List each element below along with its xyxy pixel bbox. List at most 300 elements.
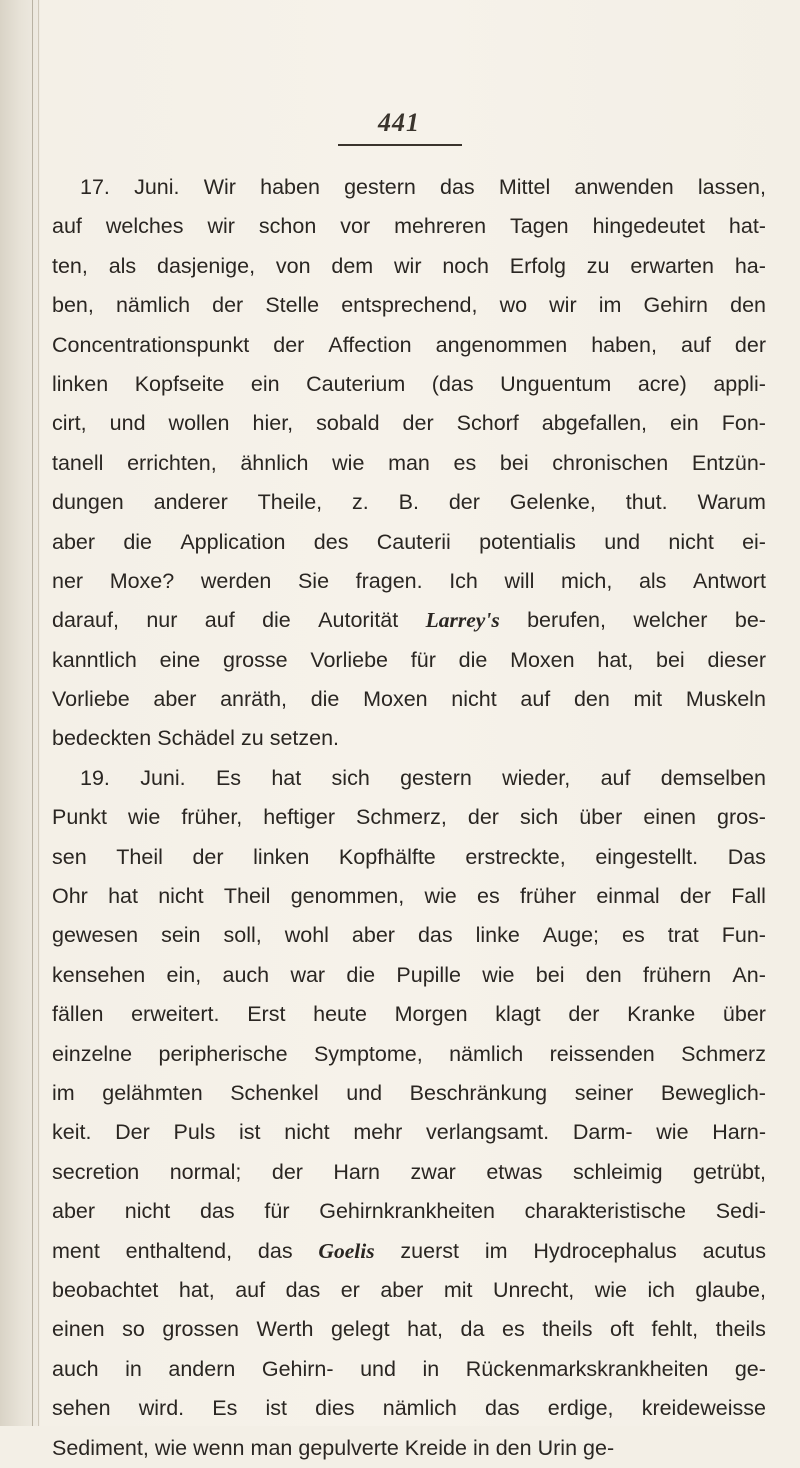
word: Kopfseite (134, 371, 225, 396)
word: über (579, 805, 623, 830)
word: bei (655, 647, 685, 672)
word: Moxen (363, 687, 428, 712)
word: es (502, 1317, 525, 1342)
word: be- (734, 608, 766, 633)
word: ge- (734, 1356, 766, 1381)
text-line (52, 247, 766, 286)
word: Moxen (510, 647, 575, 672)
word: war (290, 962, 326, 987)
word: zu (586, 253, 610, 278)
word: zuerst (400, 1238, 459, 1263)
word: mehreren (394, 214, 487, 239)
word: Rückenmarkskrankheiten (465, 1356, 709, 1381)
word: sich (520, 805, 559, 830)
word: nämlich (449, 1041, 524, 1066)
word: hat- (728, 214, 766, 239)
word: schon (258, 214, 317, 239)
word: Urin (537, 1435, 578, 1460)
word: auch (222, 962, 270, 987)
word: klagt (495, 1002, 541, 1027)
word: früher, (181, 805, 243, 830)
word: zwar (410, 1159, 456, 1184)
text-line (52, 444, 766, 483)
word: grosse (223, 647, 288, 672)
word: heute (313, 1002, 367, 1027)
word: Das (727, 844, 766, 869)
word: ähnlich (240, 450, 309, 475)
body-text (52, 168, 766, 1468)
word: anwenden (574, 175, 674, 199)
word: einzelne (52, 1041, 133, 1066)
word: genommen, (290, 884, 405, 909)
word: nur (146, 608, 178, 633)
word: das (199, 1199, 235, 1224)
word: für (264, 1199, 290, 1224)
text-line (52, 838, 766, 877)
word: hat (271, 765, 302, 790)
word: einen (643, 805, 696, 830)
text-line (52, 1113, 766, 1152)
word: dasjenige, (157, 253, 256, 278)
word: auf (600, 765, 631, 790)
word: Goelis (318, 1238, 375, 1263)
word: wenn (193, 1435, 245, 1460)
word: angenommen (435, 332, 568, 357)
text-line (52, 719, 766, 758)
text-line (52, 326, 766, 365)
word: wird. (138, 1396, 185, 1421)
word: lassen, (697, 175, 766, 199)
word: noch (442, 253, 489, 278)
word: haben, (591, 332, 657, 357)
word: es (453, 450, 477, 475)
word: Antwort (693, 568, 766, 593)
word: bedeckten (52, 726, 152, 751)
word: nicht (284, 1120, 330, 1145)
word: sich (331, 765, 370, 790)
word: wie (594, 1277, 627, 1302)
word: Application (180, 529, 286, 554)
word: man (388, 450, 430, 475)
word: Entzün- (691, 450, 766, 475)
word: thut. (625, 490, 668, 515)
word: der (212, 293, 244, 318)
word: dieser (707, 647, 766, 672)
word: die (458, 647, 488, 672)
word: Gelenke, (509, 490, 596, 515)
word: Unguentum (500, 371, 612, 396)
word: wollen (168, 411, 230, 436)
word: soll, (223, 923, 262, 948)
word: haben (260, 175, 320, 199)
word: wieder, (502, 765, 571, 790)
word: des (313, 529, 349, 554)
word: reissenden (549, 1041, 655, 1066)
text-line (52, 1310, 766, 1349)
text-line (52, 798, 766, 837)
text-line (52, 207, 766, 246)
word: seiner (574, 1080, 634, 1105)
word: Beschränkung (409, 1080, 548, 1105)
text-line (52, 1389, 766, 1428)
word: nicht (451, 687, 497, 712)
text-line (52, 995, 766, 1034)
word: der (467, 805, 499, 830)
word: An- (732, 962, 766, 987)
word: in (125, 1356, 142, 1381)
word: anräth, (220, 687, 288, 712)
word: acutus (702, 1238, 766, 1263)
word: Erst (247, 1002, 286, 1027)
word: verlangsamt. (426, 1120, 550, 1145)
word: aber (52, 1199, 96, 1224)
text-line (52, 1350, 766, 1389)
gutter-fold-line (32, 0, 33, 1426)
word: mit (633, 687, 663, 712)
word: die (262, 608, 291, 633)
word: grossen (162, 1317, 239, 1342)
word: Wir (203, 175, 236, 199)
word: ge- (583, 1435, 615, 1460)
word: fehlt, (651, 1317, 699, 1342)
word: einen (52, 1317, 105, 1342)
word: auf (235, 1277, 266, 1302)
word: dies (315, 1396, 355, 1421)
word: die (123, 529, 153, 554)
word: Schmerz (681, 1041, 766, 1066)
word: aber (52, 529, 96, 554)
word: Schädel (157, 726, 235, 751)
word: Vorliebe (310, 647, 389, 672)
text-line (52, 680, 766, 719)
word: und (360, 1356, 396, 1381)
word: wie (482, 962, 515, 987)
word: der (734, 332, 766, 357)
word: ha- (734, 253, 766, 278)
word: früher (519, 884, 577, 909)
word: das (484, 1396, 520, 1421)
word: darauf, (52, 608, 119, 633)
word: nicht (158, 884, 204, 909)
word: den (730, 293, 766, 318)
word: sobald (316, 411, 380, 436)
word: die (310, 687, 340, 712)
word: nämlich (382, 1396, 457, 1421)
text-line (52, 483, 766, 522)
word: der (192, 844, 224, 869)
word: wo (499, 293, 528, 318)
page-gutter (0, 0, 40, 1426)
word: theils (715, 1317, 766, 1342)
word: auf (204, 608, 235, 633)
word: Theil (223, 884, 271, 909)
word: B. (398, 490, 419, 515)
word: linke (475, 923, 520, 948)
word: Moxe? (109, 568, 175, 593)
word: ein, (166, 962, 202, 987)
word: ben, (52, 293, 94, 318)
word: mehr (353, 1120, 403, 1145)
word: nicht (124, 1199, 171, 1224)
word: mit (443, 1277, 473, 1302)
word: und (604, 529, 641, 554)
word: Es (212, 1396, 238, 1421)
word: aber (153, 687, 197, 712)
word: zu (240, 726, 264, 751)
word: theils (542, 1317, 593, 1342)
word: kanntlich (52, 647, 137, 672)
word: welches (105, 214, 184, 239)
word: Mittel (498, 175, 551, 199)
word: hat (108, 884, 138, 909)
word: sein (161, 923, 201, 948)
word: dem (331, 253, 374, 278)
word: Schmerz, (356, 805, 447, 830)
word: einmal (596, 884, 660, 909)
word: mich, (560, 568, 613, 593)
word: gestern (400, 765, 472, 790)
word: man (250, 1435, 293, 1460)
text-line (52, 1035, 766, 1074)
word: den (495, 1435, 532, 1460)
word: Hydrocephalus (533, 1238, 677, 1263)
word: Affection (328, 332, 412, 357)
word: der (679, 884, 711, 909)
word: linken (253, 844, 310, 869)
word: Schenkel (230, 1080, 319, 1105)
word: im (52, 1080, 75, 1105)
word: Symptome, (313, 1041, 423, 1066)
word: das (285, 1277, 321, 1302)
word: enthaltend, (125, 1238, 233, 1263)
word: peripherische (158, 1041, 288, 1066)
word: (das (431, 371, 474, 396)
word: secretion (52, 1159, 140, 1184)
word: sehen (52, 1396, 111, 1421)
word: bei (499, 450, 529, 475)
word: oft (610, 1317, 634, 1342)
word: fragen. (355, 568, 423, 593)
word: Muskeln (685, 687, 766, 712)
page-number-rule (338, 144, 462, 146)
word: berufen, (527, 608, 606, 633)
word: normal; (169, 1159, 242, 1184)
word: cirt, (52, 411, 87, 436)
text-line (52, 877, 766, 916)
word: vor (340, 214, 371, 239)
word: Sediment, (52, 1435, 149, 1460)
word: der (568, 1002, 600, 1027)
word: Sedi- (715, 1199, 766, 1224)
word: Harn (333, 1159, 380, 1184)
word: im (598, 293, 622, 318)
word: die (346, 962, 376, 987)
word: Kreide (404, 1435, 467, 1460)
word: welcher (633, 608, 708, 633)
word: Cauterium (306, 371, 406, 396)
word: Ohr (52, 884, 88, 909)
word: das (417, 923, 453, 948)
word: wir (394, 253, 422, 278)
text-line (52, 1074, 766, 1113)
word: Warum (697, 490, 766, 515)
word: erstreckte, (465, 844, 566, 869)
word: Kranke (627, 1002, 696, 1027)
word: hat, (407, 1317, 443, 1342)
word: auf (680, 332, 711, 357)
word: ein (670, 411, 699, 436)
word: ment (52, 1238, 100, 1263)
word: als (638, 568, 667, 593)
word: heftiger (263, 805, 336, 830)
word: erwarten (630, 253, 714, 278)
word: Morgen (394, 1002, 468, 1027)
word: entsprechend, (341, 293, 478, 318)
word: Erfolg (509, 253, 566, 278)
word: Tagen (510, 214, 569, 239)
word: etwas (486, 1159, 543, 1184)
word: da (460, 1317, 485, 1342)
word: bei (535, 962, 565, 987)
word: als (108, 253, 137, 278)
word: wie (332, 450, 365, 475)
text-line (52, 168, 766, 207)
word: ist (265, 1396, 288, 1421)
word: Puls (173, 1120, 216, 1145)
word: frühern (642, 962, 712, 987)
text-line (52, 1153, 766, 1192)
word: auf (520, 687, 551, 712)
word: Gehirn (643, 293, 709, 318)
word: Theil (116, 844, 163, 869)
word: Gehirnkrankheiten (319, 1199, 495, 1224)
word: wie (154, 1435, 188, 1460)
word: gelegt (330, 1317, 390, 1342)
word: Ich (449, 568, 478, 593)
word: wir (207, 214, 235, 239)
word: will (504, 568, 535, 593)
word: Schorf (456, 411, 519, 436)
word: Pupille (396, 962, 461, 987)
word: der (448, 490, 480, 515)
word: hat, (597, 647, 634, 672)
word: Punkt (52, 805, 107, 830)
word: hat, (178, 1277, 215, 1302)
word: hier, (252, 411, 294, 436)
word: fällen (52, 1002, 104, 1027)
word: Der (115, 1120, 150, 1145)
word: ner (52, 568, 84, 593)
word: und (109, 411, 146, 436)
word: wie (128, 805, 161, 830)
text-line (52, 601, 766, 640)
word: ten, (52, 253, 88, 278)
word: aber (380, 1277, 424, 1302)
text-line (52, 1429, 766, 1468)
word: nämlich (115, 293, 191, 318)
word: es (476, 884, 500, 909)
word: glaube, (695, 1277, 766, 1302)
gutter-fold-line-inner (38, 0, 39, 1426)
word: Fall (731, 884, 766, 909)
text-line (52, 916, 766, 955)
word: sen (52, 844, 87, 869)
text-line (52, 956, 766, 995)
word: so (122, 1317, 145, 1342)
word: kreideweisse (641, 1396, 766, 1421)
word: getrübt, (693, 1159, 766, 1184)
word: hingedeutet (592, 214, 705, 239)
word: 17. (80, 175, 110, 199)
word: gepulverte (298, 1435, 399, 1460)
word: aber (351, 923, 395, 948)
word: den (573, 687, 610, 712)
word: von (275, 253, 311, 278)
word: dungen (52, 490, 124, 515)
word: wohl (284, 923, 329, 948)
page-number: 441 (378, 108, 420, 137)
word: gros- (716, 805, 766, 830)
word: Kopfhälfte (338, 844, 436, 869)
word: nicht (668, 529, 714, 554)
word: tanell (52, 450, 104, 475)
word: auf (52, 214, 82, 239)
text-line (52, 759, 766, 798)
text-line (52, 286, 766, 325)
word: setzen. (269, 726, 340, 751)
word: Concentrationspunkt (52, 332, 250, 357)
word: Werth (256, 1317, 314, 1342)
word: 19. (80, 765, 110, 790)
word: das (257, 1238, 293, 1263)
word: über (722, 1002, 766, 1027)
word: auch (52, 1356, 99, 1381)
word: wie (656, 1120, 689, 1145)
word: chronischen (552, 450, 669, 475)
word: ei- (742, 529, 766, 554)
word: anderer (153, 490, 228, 515)
word: keit. (52, 1120, 92, 1145)
text-line (52, 562, 766, 601)
word: kensehen (52, 962, 146, 987)
word: wie (424, 884, 457, 909)
word: abgefallen, (541, 411, 647, 436)
word: acre) (637, 371, 687, 396)
word: Es (215, 765, 242, 790)
word: erdige, (547, 1396, 614, 1421)
text-line (52, 1271, 766, 1310)
word: Unrecht, (492, 1277, 575, 1302)
word: gestern (344, 175, 416, 199)
word: ich (647, 1277, 675, 1302)
word: erweitert. (131, 1002, 220, 1027)
word: z. (352, 490, 369, 515)
word: es (621, 923, 645, 948)
word: schleimig (572, 1159, 663, 1184)
word: der (271, 1159, 303, 1184)
text-line (52, 641, 766, 680)
word: den (585, 962, 622, 987)
word: der (402, 411, 434, 436)
word: andern (168, 1356, 236, 1381)
word: errichten, (127, 450, 217, 475)
word: Fun- (721, 923, 766, 948)
text-line (52, 1192, 766, 1231)
word: der (273, 332, 305, 357)
word: Beweglich- (660, 1080, 766, 1105)
word: Sie (297, 568, 330, 593)
text-line (52, 404, 766, 443)
